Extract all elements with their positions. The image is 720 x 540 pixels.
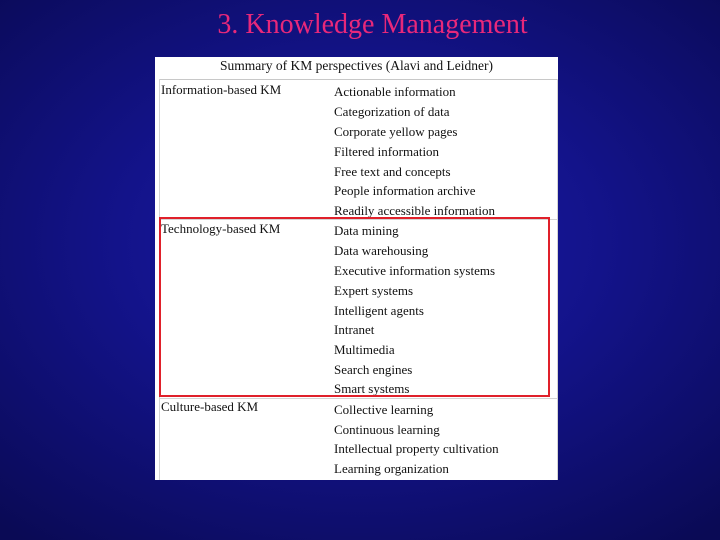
list-item: Free text and concepts	[334, 164, 451, 179]
list-item: People information archive	[334, 183, 476, 198]
category-technology-based: Technology-based KM	[161, 221, 281, 236]
km-perspectives-table	[155, 57, 558, 480]
caption-divider	[159, 79, 558, 80]
list-item: Expert systems	[334, 283, 414, 298]
list-item: Readily accessible information	[334, 203, 496, 218]
group-divider	[159, 219, 558, 220]
list-item: Search engines	[334, 362, 413, 377]
category-information-based: Information-based KM	[161, 82, 282, 97]
list-item: Data warehousing	[334, 243, 429, 258]
table-left-rule	[159, 79, 160, 480]
list-item: Learning organization	[334, 461, 449, 476]
list-item: Corporate yellow pages	[334, 124, 458, 139]
list-item: Actionable information	[334, 84, 456, 99]
list-item: Filtered information	[334, 144, 440, 159]
list-item: Intranet	[334, 322, 375, 337]
list-item: Intellectual property cultivation	[334, 441, 499, 456]
list-item: Multimedia	[334, 342, 395, 357]
list-item: Categorization of data	[334, 104, 450, 119]
slide-title: 3. Knowledge Management	[217, 9, 528, 40]
table-right-rule	[557, 79, 558, 480]
list-item: Data mining	[334, 223, 399, 238]
list-item: Smart systems	[334, 381, 410, 396]
list-item: Continuous learning	[334, 422, 440, 437]
list-item: Intelligent agents	[334, 303, 424, 318]
list-item: Collective learning	[334, 402, 434, 417]
category-culture-based: Culture-based KM	[161, 399, 259, 414]
list-item: Executive information systems	[334, 263, 496, 278]
table-caption: Summary of KM perspectives (Alavi and Leidner)	[220, 58, 493, 73]
